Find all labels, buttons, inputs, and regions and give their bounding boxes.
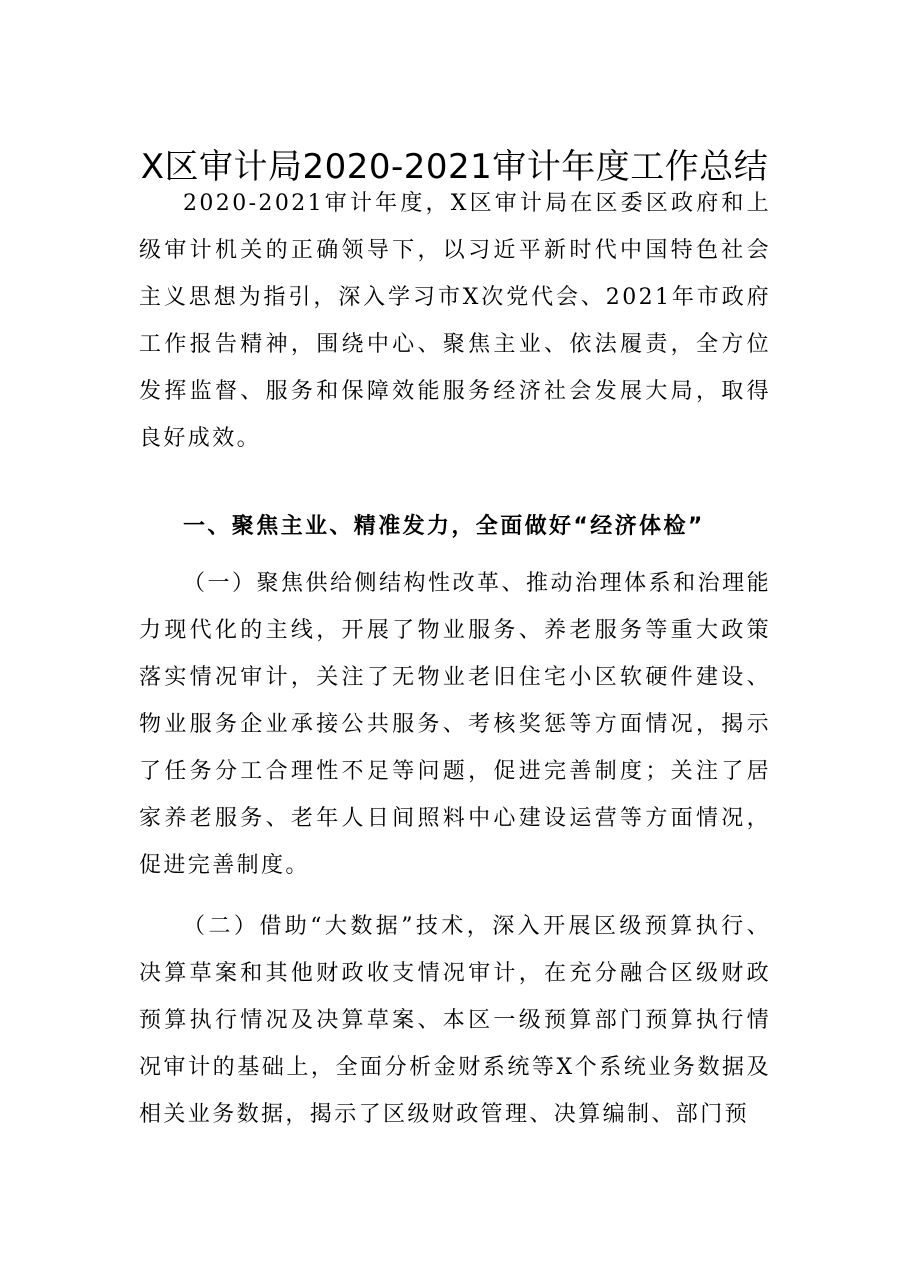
intro-paragraph: 2020-2021审计年度，X区审计局在区委区政府和上级审计机关的正确领导下，以习近平新时代中国特色社会主义思想为指引，深入学习市X次党代会、2021年市政府工作报告精神，围绕中心、聚焦主业、依法履责，全方位发挥监督、服务和保障效能服务经济社会发展大局，取得良好成效。 xyxy=(139,191,771,451)
document-title: X区审计局2020-2021审计年度工作总结 xyxy=(140,147,769,187)
section-heading: 一、聚焦主业、精准发力，全面做好“经济体检” xyxy=(183,514,705,539)
paragraph-supply-side: （一）聚焦供给侧结构性改革、推动治理体系和治理能力现代化的主线，开展了物业服务、养老服务等重大政策落实情况审计，关注了无物业老旧住宅小区软硬件建设、物业服务企业承接公共服务、考核奖惩等方面情况，揭示了任务分工合理性不足等问题，促进完善制度；关注了居家养老服务、老年人日间照料中心建设运营等方面情况，促进完善制度。 xyxy=(139,571,771,878)
paragraph-big-data: （二）借助“大数据”技术，深入开展区级预算执行、决算草案和其他财政收支情况审计，在充分融合区级财政预算执行情况及决算草案、本区一级预算部门预算执行情况审计的基础上，全面分析金财系统等X个系统业务数据及相关业务数据，揭示了区级财政管理、决算编制、部门预 xyxy=(139,914,771,1127)
